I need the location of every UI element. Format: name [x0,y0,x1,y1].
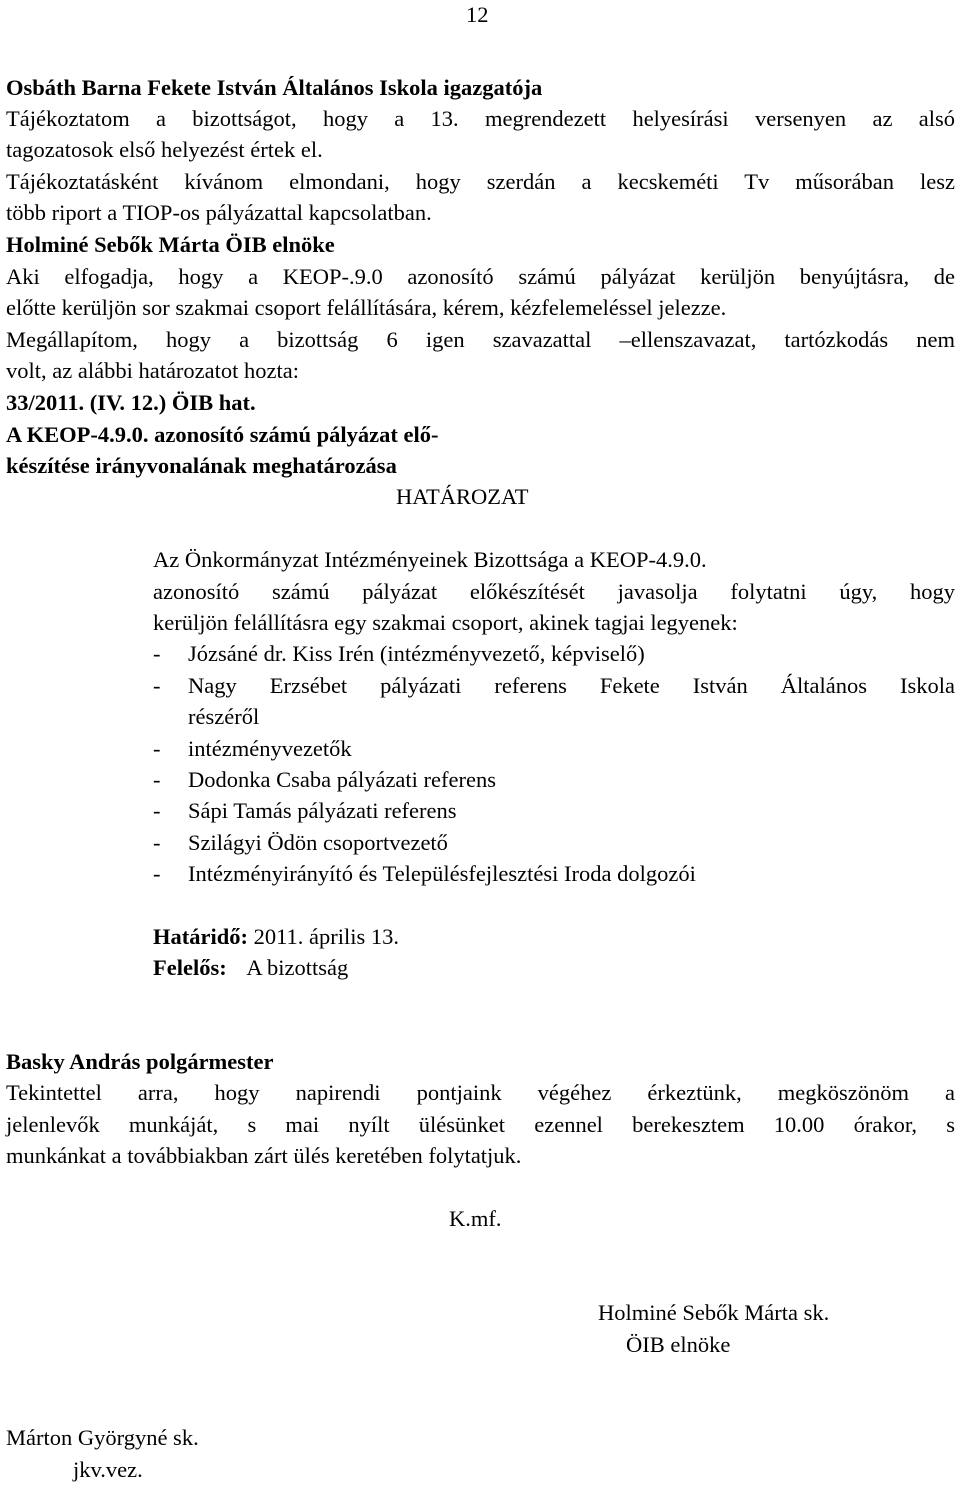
responsible-value: A bizottság [246,955,349,980]
list-item [0,796,960,826]
list-item [0,671,960,701]
member-text: részéről [188,704,260,729]
paragraph-line: jelenlevők munkáját, s mai nyílt ülésünket ezennel berekesztem 10.00 órakor, s [6,1112,955,1137]
member-text: Szilágyi Ödön csoportvezető [188,830,448,855]
paragraph-line: Tekintettel arra, hogy napirendi pontjaink végéhez érkeztünk, megköszönöm a [6,1080,955,1105]
list-dash: - [153,736,161,761]
resolution-subject: készítése irányvonalának meghatározása [6,453,397,478]
responsible-label: Felelős: [153,955,227,980]
chair-signature-title: ÖIB elnöke [626,1332,731,1357]
paragraph-line: munkánkat a továbbiakban zárt ülés keretében folytatjuk. [6,1143,522,1168]
member-text: Sápi Tamás pályázati referens [188,798,457,823]
list-dash: - [153,641,161,666]
responsible [153,953,348,983]
member-text: intézményvezetők [188,736,352,761]
paragraph-line: Aki elfogadja, hogy a KEOP-.9.0 azonosító számú pályázat kerüljön benyújtásra, de [6,264,955,289]
speaker-name: Basky András polgármester [6,1049,274,1074]
paragraph-line: Tájékoztatom a bizottságot, hogy a 13. megrendezett helyesírási versenyen az alsó [6,106,955,131]
deadline-label: Határidő: [153,924,248,949]
paragraph-line: Megállapítom, hogy a bizottság 6 igen szavazattal –ellenszavazat, tartózkodás nem [6,327,955,352]
recorder-signature-name: Márton Györgyné sk. [6,1425,199,1450]
recorder-signature-title: jkv.vez. [73,1457,143,1482]
paragraph-line: előtte kerüljön sor szakmai csoport felállítására, kérem, kézfelemeléssel jelezze. [6,295,727,320]
kmf-mark: K.mf. [449,1206,502,1231]
list-dash: - [153,673,161,698]
list-item [0,639,960,669]
resolution-number: 33/2011. (IV. 12.) ÖIB hat. [6,390,256,415]
deadline-value: 2011. április 13. [253,924,400,949]
resolution-body: azonosító számú pályázat előkészítését javasolja folytatni úgy, hogy [153,579,955,604]
speaker-name: Holminé Sebők Márta ÖIB elnöke [6,232,335,257]
list-item [0,859,960,889]
list-dash: - [153,861,161,886]
resolution-subject: A KEOP-4.9.0. azonosító számú pályázat elő- [6,422,439,447]
list-dash: - [153,767,161,792]
member-text: Intézményirányító és Településfejlesztési Iroda dolgozói [188,861,696,886]
paragraph-line: volt, az alábbi határozatot hozta: [6,358,299,383]
resolution-body: Az Önkormányzat Intézményeinek Bizottsága a KEOP-4.9.0. [153,547,707,572]
resolution-heading: HATÁROZAT [396,484,529,509]
page-number: 12 [466,2,489,27]
chair-signature-name: Holminé Sebők Márta sk. [598,1300,830,1325]
list-item [0,765,960,795]
paragraph-line: tagozatosok első helyezést értek el. [6,137,323,162]
paragraph-line: több riport a TIOP-os pályázattal kapcsolatban. [6,200,432,225]
resolution-body: kerüljön felállításra egy szakmai csoport, akinek tagjai legyenek: [153,610,738,635]
paragraph-line: Tájékoztatásként kívánom elmondani, hogy szerdán a kecskeméti Tv műsorában lesz [6,169,955,194]
list-dash: - [153,798,161,823]
deadline [153,922,399,952]
list-item [0,734,960,764]
member-text: Dodonka Csaba pályázati referens [188,767,496,792]
member-text: Nagy Erzsébet pályázati referens Fekete István Általános Iskola [188,673,955,698]
list-dash: - [153,830,161,855]
speaker-name: Osbáth Barna Fekete István Általános Iskola igazgatója [6,75,543,100]
member-text: Józsáné dr. Kiss Irén (intézményvezető, képviselő) [188,641,645,666]
list-item [0,828,960,858]
